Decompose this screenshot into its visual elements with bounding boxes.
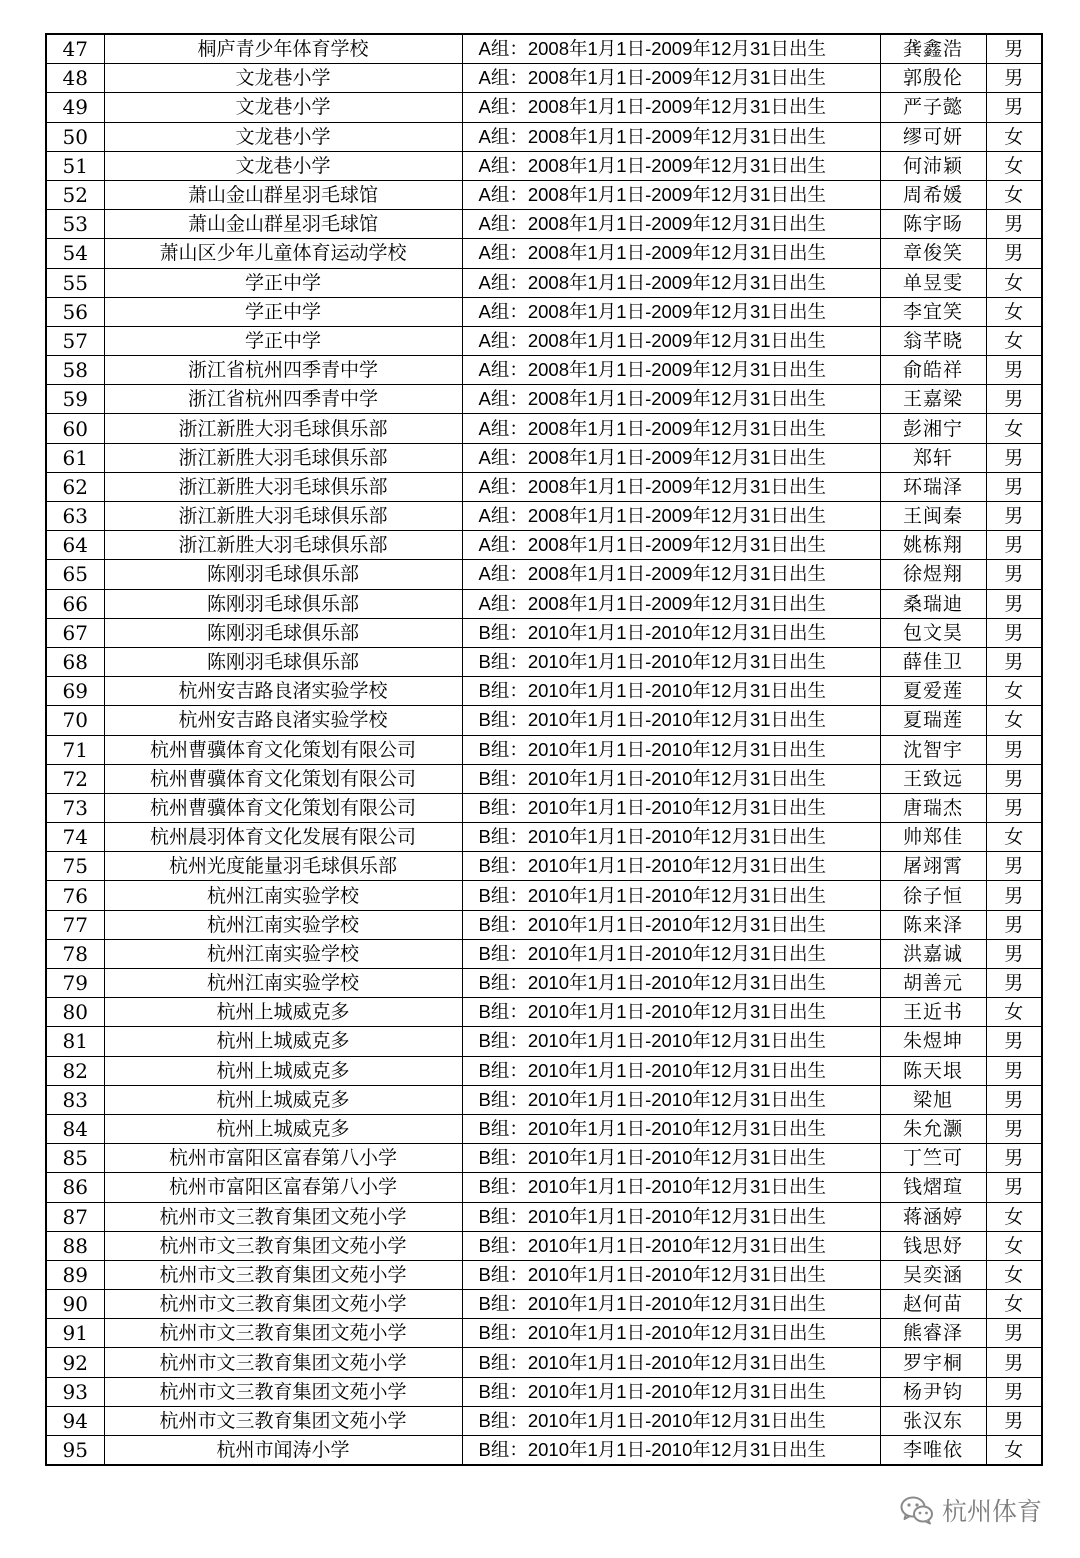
table-row [46, 64, 1042, 93]
table-row [46, 151, 1042, 180]
player-name-cell: 吴奕涵 [880, 1260, 986, 1289]
player-name-cell: 屠翊霄 [880, 852, 986, 881]
row-number: 84 [46, 1114, 104, 1143]
organization-cell: 杭州市富阳区富春第八小学 [104, 1144, 462, 1173]
player-name-cell: 包文昊 [880, 618, 986, 647]
gender-cell: 男 [986, 852, 1042, 881]
table-row [46, 998, 1042, 1027]
group-cell: B组：2010年1月1日-2010年12月31日出生 [462, 1085, 880, 1114]
organization-cell: 文龙巷小学 [104, 151, 462, 180]
table-row [46, 589, 1042, 618]
organization-cell: 浙江新胜大羽毛球俱乐部 [104, 502, 462, 531]
row-number: 58 [46, 356, 104, 385]
organization-cell: 杭州市富阳区富春第八小学 [104, 1173, 462, 1202]
table-row [46, 122, 1042, 151]
table-row [46, 1348, 1042, 1377]
organization-cell: 杭州曹骥体育文化策划有限公司 [104, 764, 462, 793]
player-name-cell: 王致远 [880, 764, 986, 793]
player-name-cell: 周希媛 [880, 180, 986, 209]
table-row [46, 1260, 1042, 1289]
organization-cell: 桐庐青少年体育学校 [104, 34, 462, 64]
table-row [46, 443, 1042, 472]
table-row [46, 560, 1042, 589]
row-number: 72 [46, 764, 104, 793]
player-name-cell: 郭殷伦 [880, 64, 986, 93]
gender-cell: 男 [986, 647, 1042, 676]
gender-cell: 男 [986, 502, 1042, 531]
group-cell: A组：2008年1月1日-2009年12月31日出生 [462, 151, 880, 180]
table-row [46, 1173, 1042, 1202]
organization-cell: 杭州市文三教育集团文苑小学 [104, 1260, 462, 1289]
player-name-cell: 徐子恒 [880, 881, 986, 910]
organization-cell: 杭州市文三教育集团文苑小学 [104, 1348, 462, 1377]
row-number: 63 [46, 502, 104, 531]
row-number: 67 [46, 618, 104, 647]
player-name-cell: 王嘉梁 [880, 385, 986, 414]
row-number: 62 [46, 472, 104, 501]
group-cell: B组：2010年1月1日-2010年12月31日出生 [462, 1348, 880, 1377]
organization-cell: 杭州晨羽体育文化发展有限公司 [104, 823, 462, 852]
organization-cell: 浙江省杭州四季青中学 [104, 385, 462, 414]
player-name-cell: 梁旭 [880, 1085, 986, 1114]
group-cell: A组：2008年1月1日-2009年12月31日出生 [462, 472, 880, 501]
table-row [46, 910, 1042, 939]
organization-cell: 陈刚羽毛球俱乐部 [104, 647, 462, 676]
row-number: 50 [46, 122, 104, 151]
player-name-cell: 夏爱莲 [880, 677, 986, 706]
player-name-cell: 蒋涵婷 [880, 1202, 986, 1231]
organization-cell: 杭州江南实验学校 [104, 939, 462, 968]
organization-cell: 浙江新胜大羽毛球俱乐部 [104, 414, 462, 443]
player-name-cell: 桑瑞迪 [880, 589, 986, 618]
organization-cell: 学正中学 [104, 326, 462, 355]
table-row [46, 618, 1042, 647]
gender-cell: 男 [986, 1319, 1042, 1348]
group-cell: A组：2008年1月1日-2009年12月31日出生 [462, 560, 880, 589]
row-number: 51 [46, 151, 104, 180]
player-name-cell: 严子懿 [880, 93, 986, 122]
organization-cell: 浙江新胜大羽毛球俱乐部 [104, 472, 462, 501]
table-row [46, 180, 1042, 209]
gender-cell: 男 [986, 1056, 1042, 1085]
gender-cell: 男 [986, 1406, 1042, 1435]
gender-cell: 女 [986, 998, 1042, 1027]
organization-cell: 浙江新胜大羽毛球俱乐部 [104, 531, 462, 560]
organization-cell: 杭州市文三教育集团文苑小学 [104, 1377, 462, 1406]
player-name-cell: 章俊笑 [880, 239, 986, 268]
organization-cell: 文龙巷小学 [104, 122, 462, 151]
row-number: 87 [46, 1202, 104, 1231]
row-number: 49 [46, 93, 104, 122]
group-cell: B组：2010年1月1日-2010年12月31日出生 [462, 881, 880, 910]
table-row [46, 1290, 1042, 1319]
row-number: 57 [46, 326, 104, 355]
player-name-cell: 徐煜翔 [880, 560, 986, 589]
table-row [46, 881, 1042, 910]
row-number: 66 [46, 589, 104, 618]
table-row [46, 764, 1042, 793]
row-number: 52 [46, 180, 104, 209]
gender-cell: 女 [986, 1436, 1042, 1466]
organization-cell: 陈刚羽毛球俱乐部 [104, 560, 462, 589]
organization-cell: 萧山金山群星羽毛球馆 [104, 210, 462, 239]
group-cell: A组：2008年1月1日-2009年12月31日出生 [462, 326, 880, 355]
gender-cell: 男 [986, 618, 1042, 647]
row-number: 88 [46, 1231, 104, 1260]
player-name-cell: 彭湘宁 [880, 414, 986, 443]
gender-cell: 女 [986, 151, 1042, 180]
gender-cell: 男 [986, 34, 1042, 64]
gender-cell: 女 [986, 1202, 1042, 1231]
gender-cell: 男 [986, 793, 1042, 822]
table-row [46, 823, 1042, 852]
table-row [46, 502, 1042, 531]
organization-cell: 杭州曹骥体育文化策划有限公司 [104, 735, 462, 764]
row-number: 81 [46, 1027, 104, 1056]
gender-cell: 男 [986, 64, 1042, 93]
table-row [46, 939, 1042, 968]
gender-cell: 男 [986, 93, 1042, 122]
row-number: 53 [46, 210, 104, 239]
group-cell: B组：2010年1月1日-2010年12月31日出生 [462, 793, 880, 822]
gender-cell: 男 [986, 939, 1042, 968]
player-name-cell: 陈宇旸 [880, 210, 986, 239]
group-cell: B组：2010年1月1日-2010年12月31日出生 [462, 969, 880, 998]
group-cell: B组：2010年1月1日-2010年12月31日出生 [462, 1114, 880, 1143]
row-number: 86 [46, 1173, 104, 1202]
roster-table [45, 33, 1043, 1466]
player-name-cell: 陈来泽 [880, 910, 986, 939]
organization-cell: 文龙巷小学 [104, 64, 462, 93]
table-row [46, 1406, 1042, 1435]
gender-cell: 女 [986, 706, 1042, 735]
gender-cell: 男 [986, 1377, 1042, 1406]
group-cell: B组：2010年1月1日-2010年12月31日出生 [462, 1202, 880, 1231]
group-cell: A组：2008年1月1日-2009年12月31日出生 [462, 385, 880, 414]
table-row [46, 385, 1042, 414]
gender-cell: 女 [986, 677, 1042, 706]
roster-body [46, 34, 1042, 1465]
player-name-cell: 缪可妍 [880, 122, 986, 151]
gender-cell: 男 [986, 531, 1042, 560]
organization-cell: 杭州上城威克多 [104, 1114, 462, 1143]
row-number: 89 [46, 1260, 104, 1289]
gender-cell: 男 [986, 472, 1042, 501]
gender-cell: 男 [986, 1085, 1042, 1114]
row-number: 79 [46, 969, 104, 998]
row-number: 68 [46, 647, 104, 676]
row-number: 61 [46, 443, 104, 472]
wechat-icon [900, 1495, 934, 1525]
row-number: 91 [46, 1319, 104, 1348]
gender-cell: 男 [986, 356, 1042, 385]
group-cell: B组：2010年1月1日-2010年12月31日出生 [462, 1231, 880, 1260]
group-cell: A组：2008年1月1日-2009年12月31日出生 [462, 589, 880, 618]
player-name-cell: 龚鑫浩 [880, 34, 986, 64]
table-row [46, 1377, 1042, 1406]
group-cell: B组：2010年1月1日-2010年12月31日出生 [462, 1144, 880, 1173]
gender-cell: 女 [986, 414, 1042, 443]
organization-cell: 杭州曹骥体育文化策划有限公司 [104, 793, 462, 822]
player-name-cell: 丁竺可 [880, 1144, 986, 1173]
group-cell: A组：2008年1月1日-2009年12月31日出生 [462, 93, 880, 122]
organization-cell: 杭州上城威克多 [104, 1027, 462, 1056]
group-cell: B组：2010年1月1日-2010年12月31日出生 [462, 1173, 880, 1202]
organization-cell: 杭州江南实验学校 [104, 881, 462, 910]
organization-cell: 杭州上城威克多 [104, 1085, 462, 1114]
group-cell: A组：2008年1月1日-2009年12月31日出生 [462, 64, 880, 93]
gender-cell: 男 [986, 443, 1042, 472]
row-number: 73 [46, 793, 104, 822]
table-row [46, 1114, 1042, 1143]
player-name-cell: 姚栋翔 [880, 531, 986, 560]
player-name-cell: 单昱雯 [880, 268, 986, 297]
table-row [46, 34, 1042, 64]
group-cell: B组：2010年1月1日-2010年12月31日出生 [462, 647, 880, 676]
player-name-cell: 胡善元 [880, 969, 986, 998]
row-number: 77 [46, 910, 104, 939]
table-row [46, 1027, 1042, 1056]
table-row [46, 735, 1042, 764]
player-name-cell: 赵何苗 [880, 1290, 986, 1319]
table-row [46, 472, 1042, 501]
row-number: 95 [46, 1436, 104, 1466]
row-number: 74 [46, 823, 104, 852]
group-cell: A组：2008年1月1日-2009年12月31日出生 [462, 268, 880, 297]
gender-cell: 女 [986, 1290, 1042, 1319]
player-name-cell: 帅郑佳 [880, 823, 986, 852]
group-cell: B组：2010年1月1日-2010年12月31日出生 [462, 910, 880, 939]
table-row [46, 414, 1042, 443]
gender-cell: 男 [986, 1114, 1042, 1143]
table-row [46, 1319, 1042, 1348]
group-cell: B组：2010年1月1日-2010年12月31日出生 [462, 1406, 880, 1435]
group-cell: B组：2010年1月1日-2010年12月31日出生 [462, 1260, 880, 1289]
table-row [46, 1436, 1042, 1466]
player-name-cell: 张汉东 [880, 1406, 986, 1435]
player-name-cell: 俞皓祥 [880, 356, 986, 385]
organization-cell: 杭州市文三教育集团文苑小学 [104, 1202, 462, 1231]
group-cell: A组：2008年1月1日-2009年12月31日出生 [462, 180, 880, 209]
group-cell: A组：2008年1月1日-2009年12月31日出生 [462, 239, 880, 268]
table-row [46, 1056, 1042, 1085]
player-name-cell: 李唯依 [880, 1436, 986, 1466]
organization-cell: 杭州上城威克多 [104, 998, 462, 1027]
player-name-cell: 朱煜坤 [880, 1027, 986, 1056]
table-row [46, 297, 1042, 326]
watermark [900, 1492, 1042, 1528]
row-number: 55 [46, 268, 104, 297]
organization-cell: 浙江省杭州四季青中学 [104, 356, 462, 385]
organization-cell: 萧山区少年儿童体育运动学校 [104, 239, 462, 268]
row-number: 93 [46, 1377, 104, 1406]
organization-cell: 陈刚羽毛球俱乐部 [104, 589, 462, 618]
gender-cell: 女 [986, 180, 1042, 209]
group-cell: A组：2008年1月1日-2009年12月31日出生 [462, 122, 880, 151]
group-cell: B组：2010年1月1日-2010年12月31日出生 [462, 1377, 880, 1406]
organization-cell: 杭州江南实验学校 [104, 969, 462, 998]
gender-cell: 女 [986, 297, 1042, 326]
group-cell: B组：2010年1月1日-2010年12月31日出生 [462, 706, 880, 735]
gender-cell: 女 [986, 1231, 1042, 1260]
row-number: 48 [46, 64, 104, 93]
player-name-cell: 王近书 [880, 998, 986, 1027]
row-number: 83 [46, 1085, 104, 1114]
gender-cell: 女 [986, 122, 1042, 151]
group-cell: B组：2010年1月1日-2010年12月31日出生 [462, 852, 880, 881]
row-number: 56 [46, 297, 104, 326]
table-row [46, 1231, 1042, 1260]
gender-cell: 男 [986, 385, 1042, 414]
row-number: 64 [46, 531, 104, 560]
gender-cell: 男 [986, 1027, 1042, 1056]
player-name-cell: 王闽秦 [880, 502, 986, 531]
player-name-cell: 洪嘉诚 [880, 939, 986, 968]
player-name-cell: 李宜笑 [880, 297, 986, 326]
group-cell: B组：2010年1月1日-2010年12月31日出生 [462, 735, 880, 764]
table-row [46, 268, 1042, 297]
table-row [46, 1085, 1042, 1114]
group-cell: B组：2010年1月1日-2010年12月31日出生 [462, 1027, 880, 1056]
row-number: 59 [46, 385, 104, 414]
table-row [46, 793, 1042, 822]
organization-cell: 杭州光度能量羽毛球俱乐部 [104, 852, 462, 881]
row-number: 60 [46, 414, 104, 443]
gender-cell: 男 [986, 764, 1042, 793]
organization-cell: 文龙巷小学 [104, 93, 462, 122]
group-cell: A组：2008年1月1日-2009年12月31日出生 [462, 531, 880, 560]
group-cell: B组：2010年1月1日-2010年12月31日出生 [462, 1319, 880, 1348]
row-number: 94 [46, 1406, 104, 1435]
organization-cell: 杭州江南实验学校 [104, 910, 462, 939]
organization-cell: 杭州安吉路良渚实验学校 [104, 706, 462, 735]
table-row [46, 852, 1042, 881]
player-name-cell: 环瑞泽 [880, 472, 986, 501]
group-cell: A组：2008年1月1日-2009年12月31日出生 [462, 443, 880, 472]
organization-cell: 学正中学 [104, 268, 462, 297]
organization-cell: 学正中学 [104, 297, 462, 326]
table-row [46, 1202, 1042, 1231]
gender-cell: 男 [986, 1144, 1042, 1173]
row-number: 69 [46, 677, 104, 706]
group-cell: B组：2010年1月1日-2010年12月31日出生 [462, 1290, 880, 1319]
gender-cell: 男 [986, 969, 1042, 998]
gender-cell: 男 [986, 210, 1042, 239]
gender-cell: 男 [986, 239, 1042, 268]
gender-cell: 男 [986, 1173, 1042, 1202]
gender-cell: 女 [986, 326, 1042, 355]
gender-cell: 女 [986, 1260, 1042, 1289]
group-cell: B组：2010年1月1日-2010年12月31日出生 [462, 677, 880, 706]
player-name-cell: 郑轩 [880, 443, 986, 472]
table-row [46, 531, 1042, 560]
table-row [46, 239, 1042, 268]
row-number: 75 [46, 852, 104, 881]
group-cell: A组：2008年1月1日-2009年12月31日出生 [462, 502, 880, 531]
organization-cell: 杭州市文三教育集团文苑小学 [104, 1319, 462, 1348]
row-number: 71 [46, 735, 104, 764]
table-row [46, 706, 1042, 735]
group-cell: B组：2010年1月1日-2010年12月31日出生 [462, 1436, 880, 1466]
player-name-cell: 陈天垠 [880, 1056, 986, 1085]
gender-cell: 男 [986, 881, 1042, 910]
player-name-cell: 罗宇桐 [880, 1348, 986, 1377]
row-number: 65 [46, 560, 104, 589]
table-row [46, 356, 1042, 385]
player-name-cell: 翁芊晓 [880, 326, 986, 355]
organization-cell: 杭州市闻涛小学 [104, 1436, 462, 1466]
table-row [46, 677, 1042, 706]
table-row [46, 210, 1042, 239]
group-cell: A组：2008年1月1日-2009年12月31日出生 [462, 210, 880, 239]
player-name-cell: 沈智宇 [880, 735, 986, 764]
watermark-text: 杭州体育 [941, 1497, 1042, 1526]
group-cell: A组：2008年1月1日-2009年12月31日出生 [462, 34, 880, 64]
organization-cell: 陈刚羽毛球俱乐部 [104, 618, 462, 647]
organization-cell: 浙江新胜大羽毛球俱乐部 [104, 443, 462, 472]
gender-cell: 男 [986, 560, 1042, 589]
row-number: 85 [46, 1144, 104, 1173]
player-name-cell: 杨尹钧 [880, 1377, 986, 1406]
group-cell: B组：2010年1月1日-2010年12月31日出生 [462, 618, 880, 647]
organization-cell: 杭州安吉路良渚实验学校 [104, 677, 462, 706]
row-number: 76 [46, 881, 104, 910]
player-name-cell: 夏瑞莲 [880, 706, 986, 735]
organization-cell: 萧山金山群星羽毛球馆 [104, 180, 462, 209]
group-cell: A组：2008年1月1日-2009年12月31日出生 [462, 414, 880, 443]
gender-cell: 男 [986, 589, 1042, 618]
player-name-cell: 朱允灏 [880, 1114, 986, 1143]
row-number: 90 [46, 1290, 104, 1319]
group-cell: B组：2010年1月1日-2010年12月31日出生 [462, 764, 880, 793]
player-name-cell: 钱熠瑄 [880, 1173, 986, 1202]
row-number: 78 [46, 939, 104, 968]
row-number: 80 [46, 998, 104, 1027]
group-cell: A组：2008年1月1日-2009年12月31日出生 [462, 297, 880, 326]
row-number: 92 [46, 1348, 104, 1377]
table-row [46, 1144, 1042, 1173]
gender-cell: 女 [986, 823, 1042, 852]
player-name-cell: 何沛颖 [880, 151, 986, 180]
organization-cell: 杭州上城威克多 [104, 1056, 462, 1085]
group-cell: B组：2010年1月1日-2010年12月31日出生 [462, 1056, 880, 1085]
table-row [46, 326, 1042, 355]
row-number: 54 [46, 239, 104, 268]
table-row [46, 647, 1042, 676]
gender-cell: 男 [986, 1348, 1042, 1377]
row-number: 47 [46, 34, 104, 64]
gender-cell: 男 [986, 910, 1042, 939]
group-cell: B组：2010年1月1日-2010年12月31日出生 [462, 998, 880, 1027]
player-name-cell: 钱思妤 [880, 1231, 986, 1260]
organization-cell: 杭州市文三教育集团文苑小学 [104, 1231, 462, 1260]
group-cell: B组：2010年1月1日-2010年12月31日出生 [462, 823, 880, 852]
player-name-cell: 唐瑞杰 [880, 793, 986, 822]
group-cell: B组：2010年1月1日-2010年12月31日出生 [462, 939, 880, 968]
player-name-cell: 熊睿泽 [880, 1319, 986, 1348]
organization-cell: 杭州市文三教育集团文苑小学 [104, 1290, 462, 1319]
row-number: 70 [46, 706, 104, 735]
group-cell: A组：2008年1月1日-2009年12月31日出生 [462, 356, 880, 385]
gender-cell: 男 [986, 735, 1042, 764]
table-row [46, 93, 1042, 122]
organization-cell: 杭州市文三教育集团文苑小学 [104, 1406, 462, 1435]
gender-cell: 女 [986, 268, 1042, 297]
table-row [46, 969, 1042, 998]
row-number: 82 [46, 1056, 104, 1085]
player-name-cell: 薛佳卫 [880, 647, 986, 676]
